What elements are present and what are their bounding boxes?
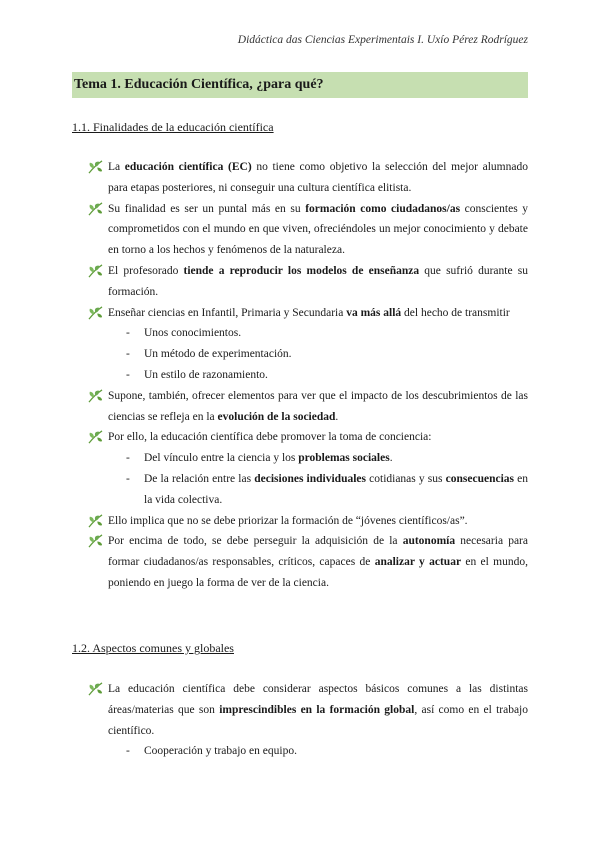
section-1-bullets [88, 157, 528, 594]
section-2-bullets [88, 679, 528, 762]
sub-list-item: - Un estilo de razonamiento. [88, 365, 528, 386]
dash-marker: - [126, 745, 130, 758]
leaf-bullet-icon [88, 534, 103, 548]
sub-list-item: - Del vínculo entre la ciencia y los problemas sociales. [88, 448, 528, 469]
dash-marker: - [126, 348, 130, 361]
list-item: Por encima de todo, se debe perseguir la adquisición de la autonomía necesaria para formar ciudadanos/as responsables, críticos, capaces de analizar y actuar en el mundo, poniendo en juego la forma de ver de la ciencia. [88, 531, 528, 593]
list-item: La educación científica (EC) no tiene como objetivo la selección del mejor alumnado para etapas posteriores, ni conseguir una cultura científica elitista. [88, 157, 528, 199]
dash-marker: - [126, 452, 130, 465]
leaf-bullet-icon [88, 430, 103, 444]
section-2-title: 1.2. Aspectos comunes y globales [72, 641, 234, 655]
sub-list-item: - Un método de experimentación. [88, 344, 528, 365]
leaf-bullet-icon [88, 264, 103, 278]
section-1-title: 1.1. Finalidades de la educación científica [72, 120, 274, 134]
list-item: Su finalidad es ser un puntal más en su formación como ciudadanos/as conscientes y comprometidos con el mundo en que viven, ofreciéndoles un mejor conocimiento y debate en torno a los hechos y fenómenos de la naturaleza. [88, 199, 528, 261]
leaf-bullet-icon [88, 160, 103, 174]
leaf-bullet-icon [88, 514, 103, 528]
sub-list-item: - Cooperación y trabajo en equipo. [88, 741, 528, 762]
sub-list-item: - Unos conocimientos. [88, 323, 528, 344]
list-item: La educación científica debe considerar aspectos básicos comunes a las distintas áreas/materias que son imprescindibles en la formación global, así como en el trabajo científico. [88, 679, 528, 741]
page-header: Didáctica das Ciencias Experimentais I. Uxío Pérez Rodríguez [237, 34, 528, 46]
dash-marker: - [126, 472, 130, 485]
leaf-bullet-icon [88, 202, 103, 216]
list-item: Ello implica que no se debe priorizar la formación de “jóvenes científicos/as”. [88, 511, 528, 532]
dash-marker: - [126, 327, 130, 340]
leaf-bullet-icon [88, 306, 103, 320]
list-item: Enseñar ciencias en Infantil, Primaria y Secundaria va más allá del hecho de transmitir [88, 303, 528, 324]
dash-marker: - [126, 368, 130, 381]
list-item: Por ello, la educación científica debe promover la toma de conciencia: [88, 427, 528, 448]
leaf-bullet-icon [88, 389, 103, 403]
list-item: El profesorado tiende a reproducir los modelos de enseñanza que sufrió durante su formación. [88, 261, 528, 303]
list-item: Supone, también, ofrecer elementos para ver que el impacto de los descubrimientos de las ciencias se refleja en la evolución de la sociedad. [88, 386, 528, 428]
sub-list-item: - De la relación entre las decisiones individuales cotidianas y sus consecuencias en la vida colectiva. [88, 469, 528, 511]
topic-title: Tema 1. Educación Científica, ¿para qué? [72, 72, 528, 98]
leaf-bullet-icon [88, 682, 103, 696]
